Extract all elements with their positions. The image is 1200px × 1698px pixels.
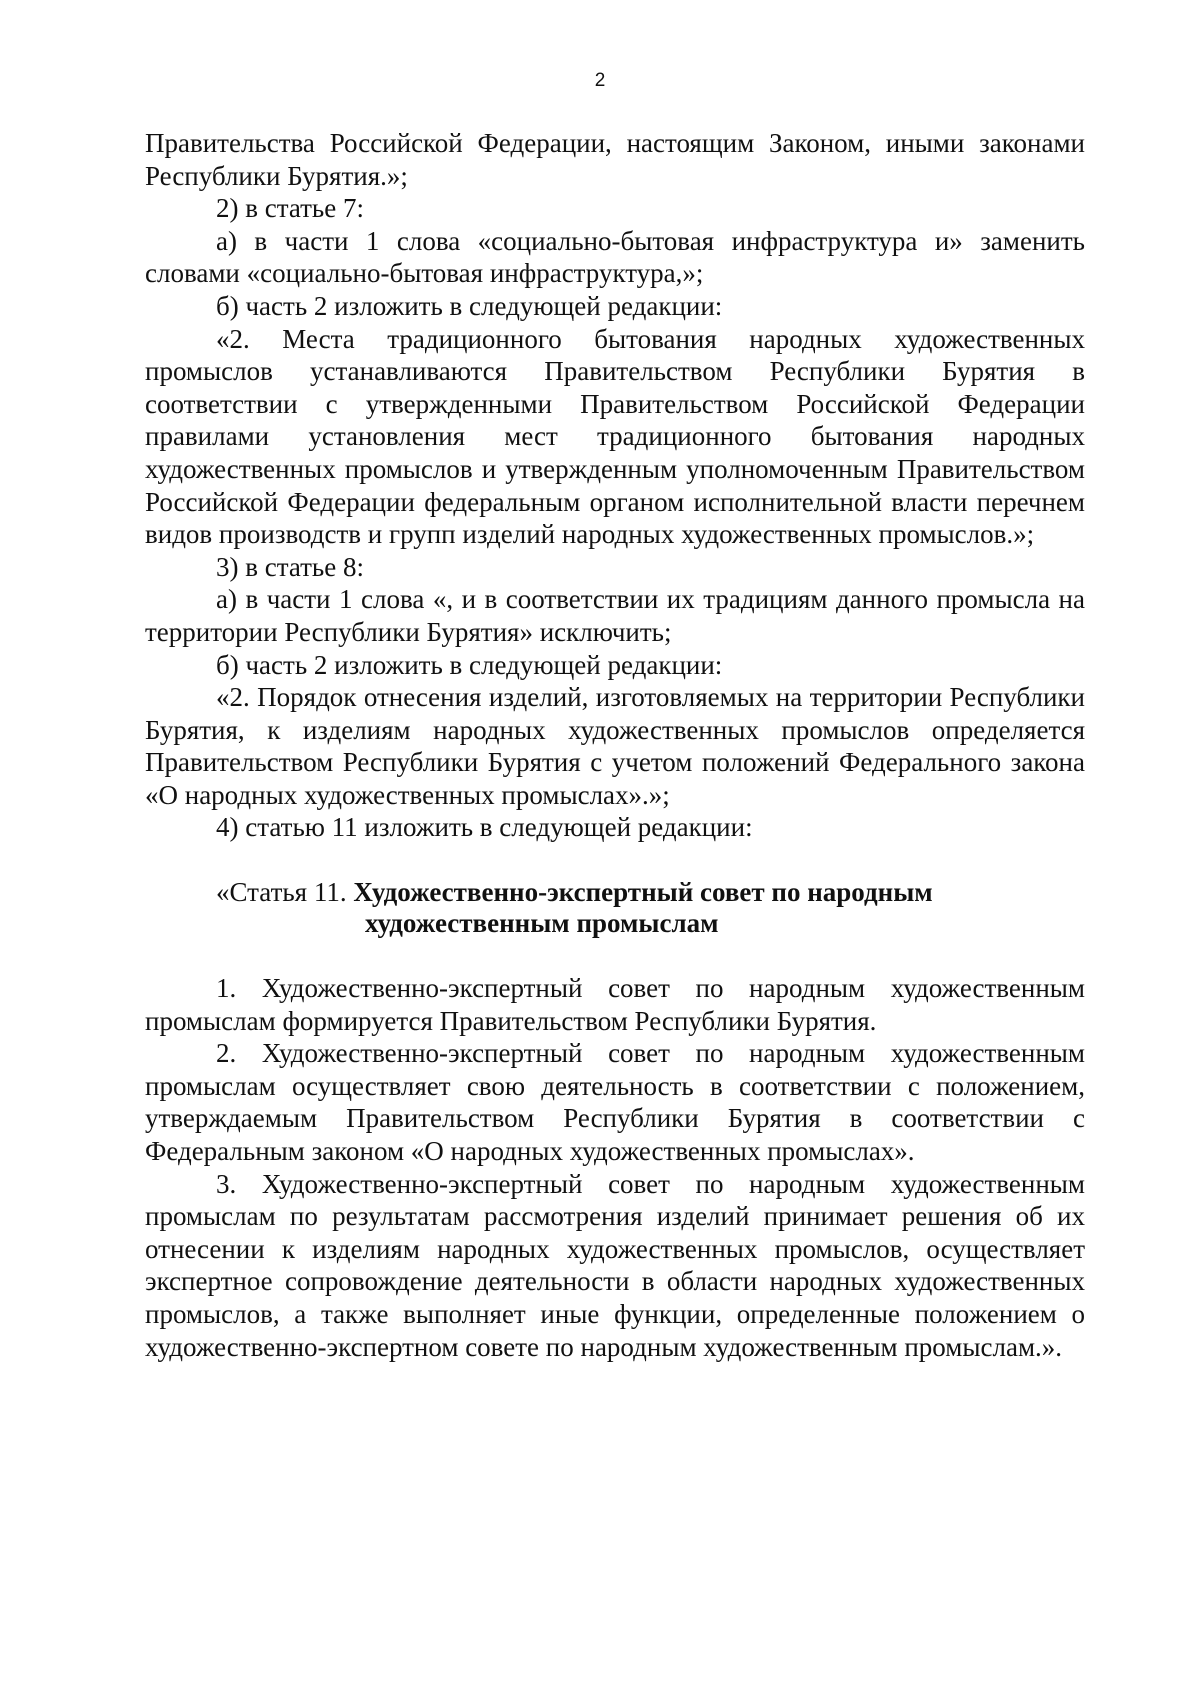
paragraph: 3. Художественно-экспертный совет по народным художественным промыслам по результатам рассмотрения изделий принимает решения об их отнесении к изделиям народных художественных промыслов, осуществляет экспертное сопровождение деятельности в области народных художественных промыслов, а также выполняет иные функции, определенные положением о художественно-экспертном совете по народным художественным промыслам.».	[145, 1168, 1085, 1362]
document-body	[145, 127, 1085, 1363]
paragraph: а) в части 1 слова «, и в соответствии их традициям данного промысла на территории Республики Бурятия» исключить;	[145, 584, 1085, 647]
paragraph: Правительства Российской Федерации, настоящим Законом, иными законами Республики Бурятия.»;	[145, 128, 1085, 191]
article-number: «Статья 11.	[216, 877, 354, 908]
paragraph: а) в части 1 слова «социально-бытовая инфраструктура и» заменить словами «социально-бытовая инфраструктура,»;	[145, 225, 1085, 289]
paragraph: 2. Художественно-экспертный совет по народным художественным промыслам осуществляет свою деятельность в соответствии с положением, утверждаемым Правительством Республики Бурятия в соответствии с Федеральным законом «О народных художественных промыслах».	[145, 1038, 1085, 1167]
paragraph: 2) в статье 7:	[216, 193, 364, 224]
paragraph: б) часть 2 изложить в следующей редакции:	[216, 290, 723, 321]
article-heading-line1	[216, 877, 1085, 908]
paragraph: б) часть 2 изложить в следующей редакции:	[216, 649, 723, 680]
paragraph: 4) статью 11 изложить в следующей редакции:	[216, 812, 753, 843]
page-number: 2	[594, 70, 606, 91]
amendment-paragraphs	[145, 127, 1085, 844]
article-heading	[145, 877, 1085, 939]
article-title-line1: Художественно-экспертный совет по народным	[353, 877, 933, 908]
article-title-line2: художественным промыслам	[365, 908, 719, 939]
paragraph: 1. Художественно-экспертный совет по народным художественным промыслам формируется Правительством Республики Бурятия.	[145, 973, 1085, 1036]
paragraph: «2. Места традиционного бытования народных художественных промыслов устанавливаются Правительством Республики Бурятия в соответствии с утвержденными Правительством Российской Федерации правилами установления мест традиционного бытования народных художественных промыслов и утвержденным уполномоченным Правительством Российской Федерации федеральным органом исполнительной власти перечнем видов производств и групп изделий народных художественных промыслов.»;	[145, 323, 1085, 550]
paragraph: 3) в статье 8:	[216, 551, 364, 582]
paragraph: «2. Порядок отнесения изделий, изготовляемых на территории Республики Бурятия, к изделиям народных художественных промыслов определяется Правительством Республики Бурятия с учетом положений Федерального закона «О народных художественных промыслах».»;	[145, 682, 1085, 810]
article-paragraphs	[145, 972, 1085, 1363]
